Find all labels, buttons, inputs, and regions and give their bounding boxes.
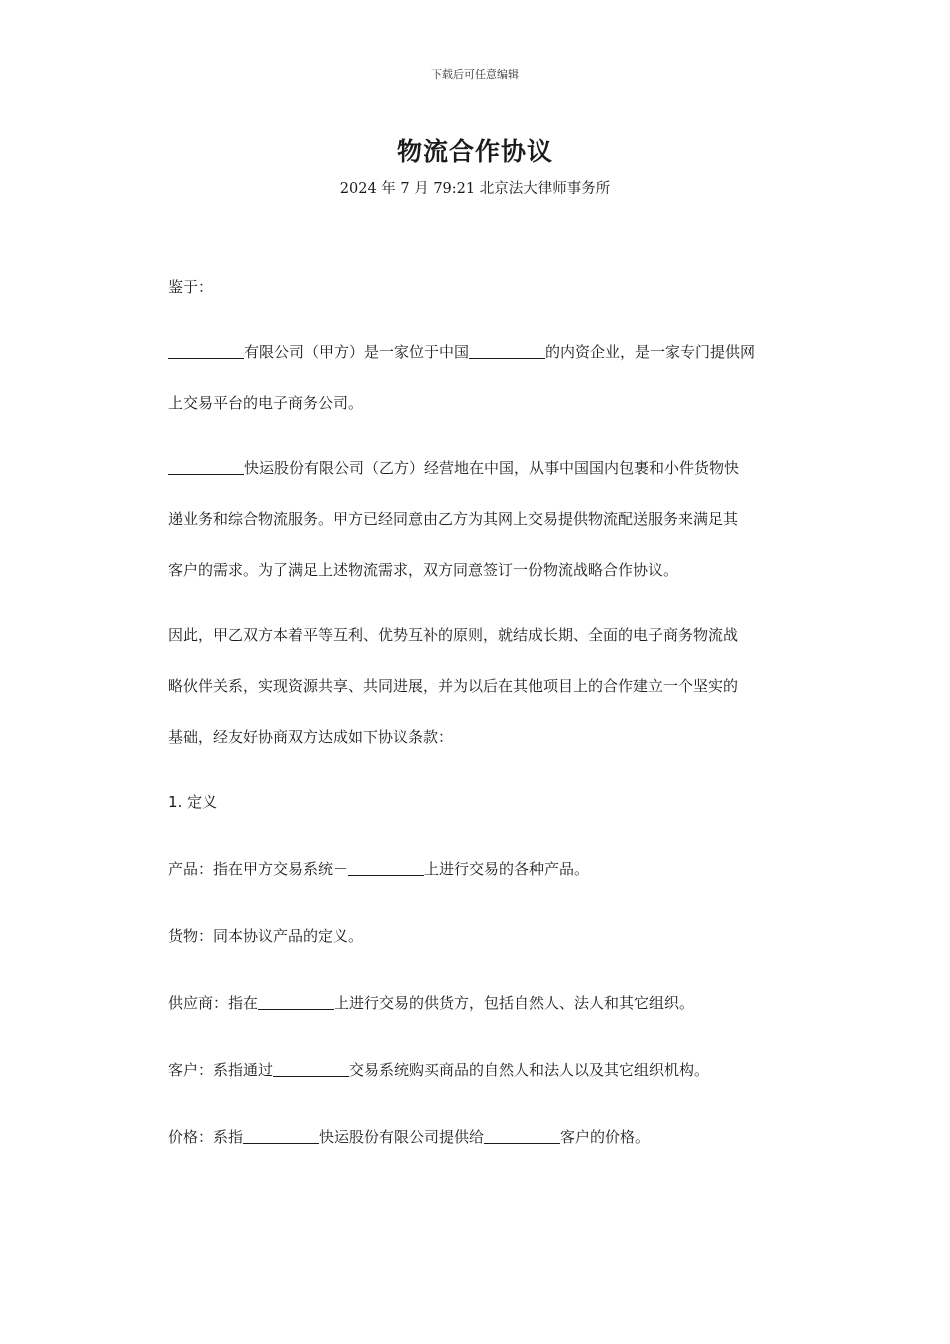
- document-title: 物流合作协议: [396, 137, 553, 166]
- section-heading-definitions: [168, 777, 808, 828]
- blank-line: [168, 459, 244, 475]
- paragraph-line: 上交易平台的电子商务公司。: [168, 394, 364, 412]
- blank-line: [258, 994, 334, 1010]
- definition-goods: 货物：同本协议产品的定义。: [168, 927, 364, 945]
- paragraph-principles: [168, 610, 808, 763]
- definition-supplier: 供应商：指在 上进行交易的供货方，包括自然人、法人和其它组织。: [168, 994, 695, 1012]
- document-subtitle: 2024 年 7 月 79:21 北京法大律师事务所: [339, 181, 611, 197]
- paragraph-party-a: [168, 327, 808, 429]
- paragraph-line: 递业务和综合物流服务。甲方已经同意由乙方为其网上交易提供物流配送服务来满足其: [168, 510, 739, 528]
- section-title: 定义: [187, 793, 218, 811]
- blank-line: [484, 1128, 560, 1144]
- paragraph-line: 快运股份有限公司（乙方）经营地在中国，从事中国国内包裹和小件货物快: [244, 459, 740, 477]
- definition-price: 价格：系指 快运股份有限公司提供给 客户的价格。: [168, 1128, 651, 1146]
- whereas-paragraph: [168, 262, 808, 313]
- blank-line: [469, 343, 545, 359]
- paragraph-line: 因此，甲乙双方本着平等互利、优势互补的原则，就结成长期、全面的电子商务物流战: [168, 626, 739, 644]
- blank-line: [273, 1061, 349, 1077]
- paragraph-line: 客户的需求。为了满足上述物流需求，双方同意签订一份物流战略合作协议。: [168, 561, 679, 579]
- definition-customer: 客户：系指通过 交易系统购买商品的自然人和法人以及其它组织机构。: [168, 1061, 710, 1079]
- blank-line: [168, 343, 244, 359]
- paragraph-line: 的内资企业，是一家专门提供网: [545, 343, 756, 361]
- paragraph-line: 略伙伴关系，实现资源共享、共同进展，并为以后在其他项目上的合作建立一个坚实的: [168, 677, 739, 695]
- document-body: [168, 262, 808, 1163]
- blank-line: [348, 860, 424, 876]
- definition-product: 产品：指在甲方交易系统－ 上进行交易的各种产品。: [168, 860, 590, 878]
- paragraph-line: 基础，经友好协商双方达成如下协议条款：: [168, 728, 454, 746]
- blank-line: [243, 1128, 319, 1144]
- whereas-text: 鉴于：: [168, 278, 214, 296]
- section-number: 1.: [168, 793, 183, 811]
- download-note: 下载后可任意编辑: [431, 68, 519, 81]
- paragraph-party-b: [168, 443, 808, 596]
- paragraph-line: 有限公司（甲方）是一家位于中国: [244, 343, 470, 361]
